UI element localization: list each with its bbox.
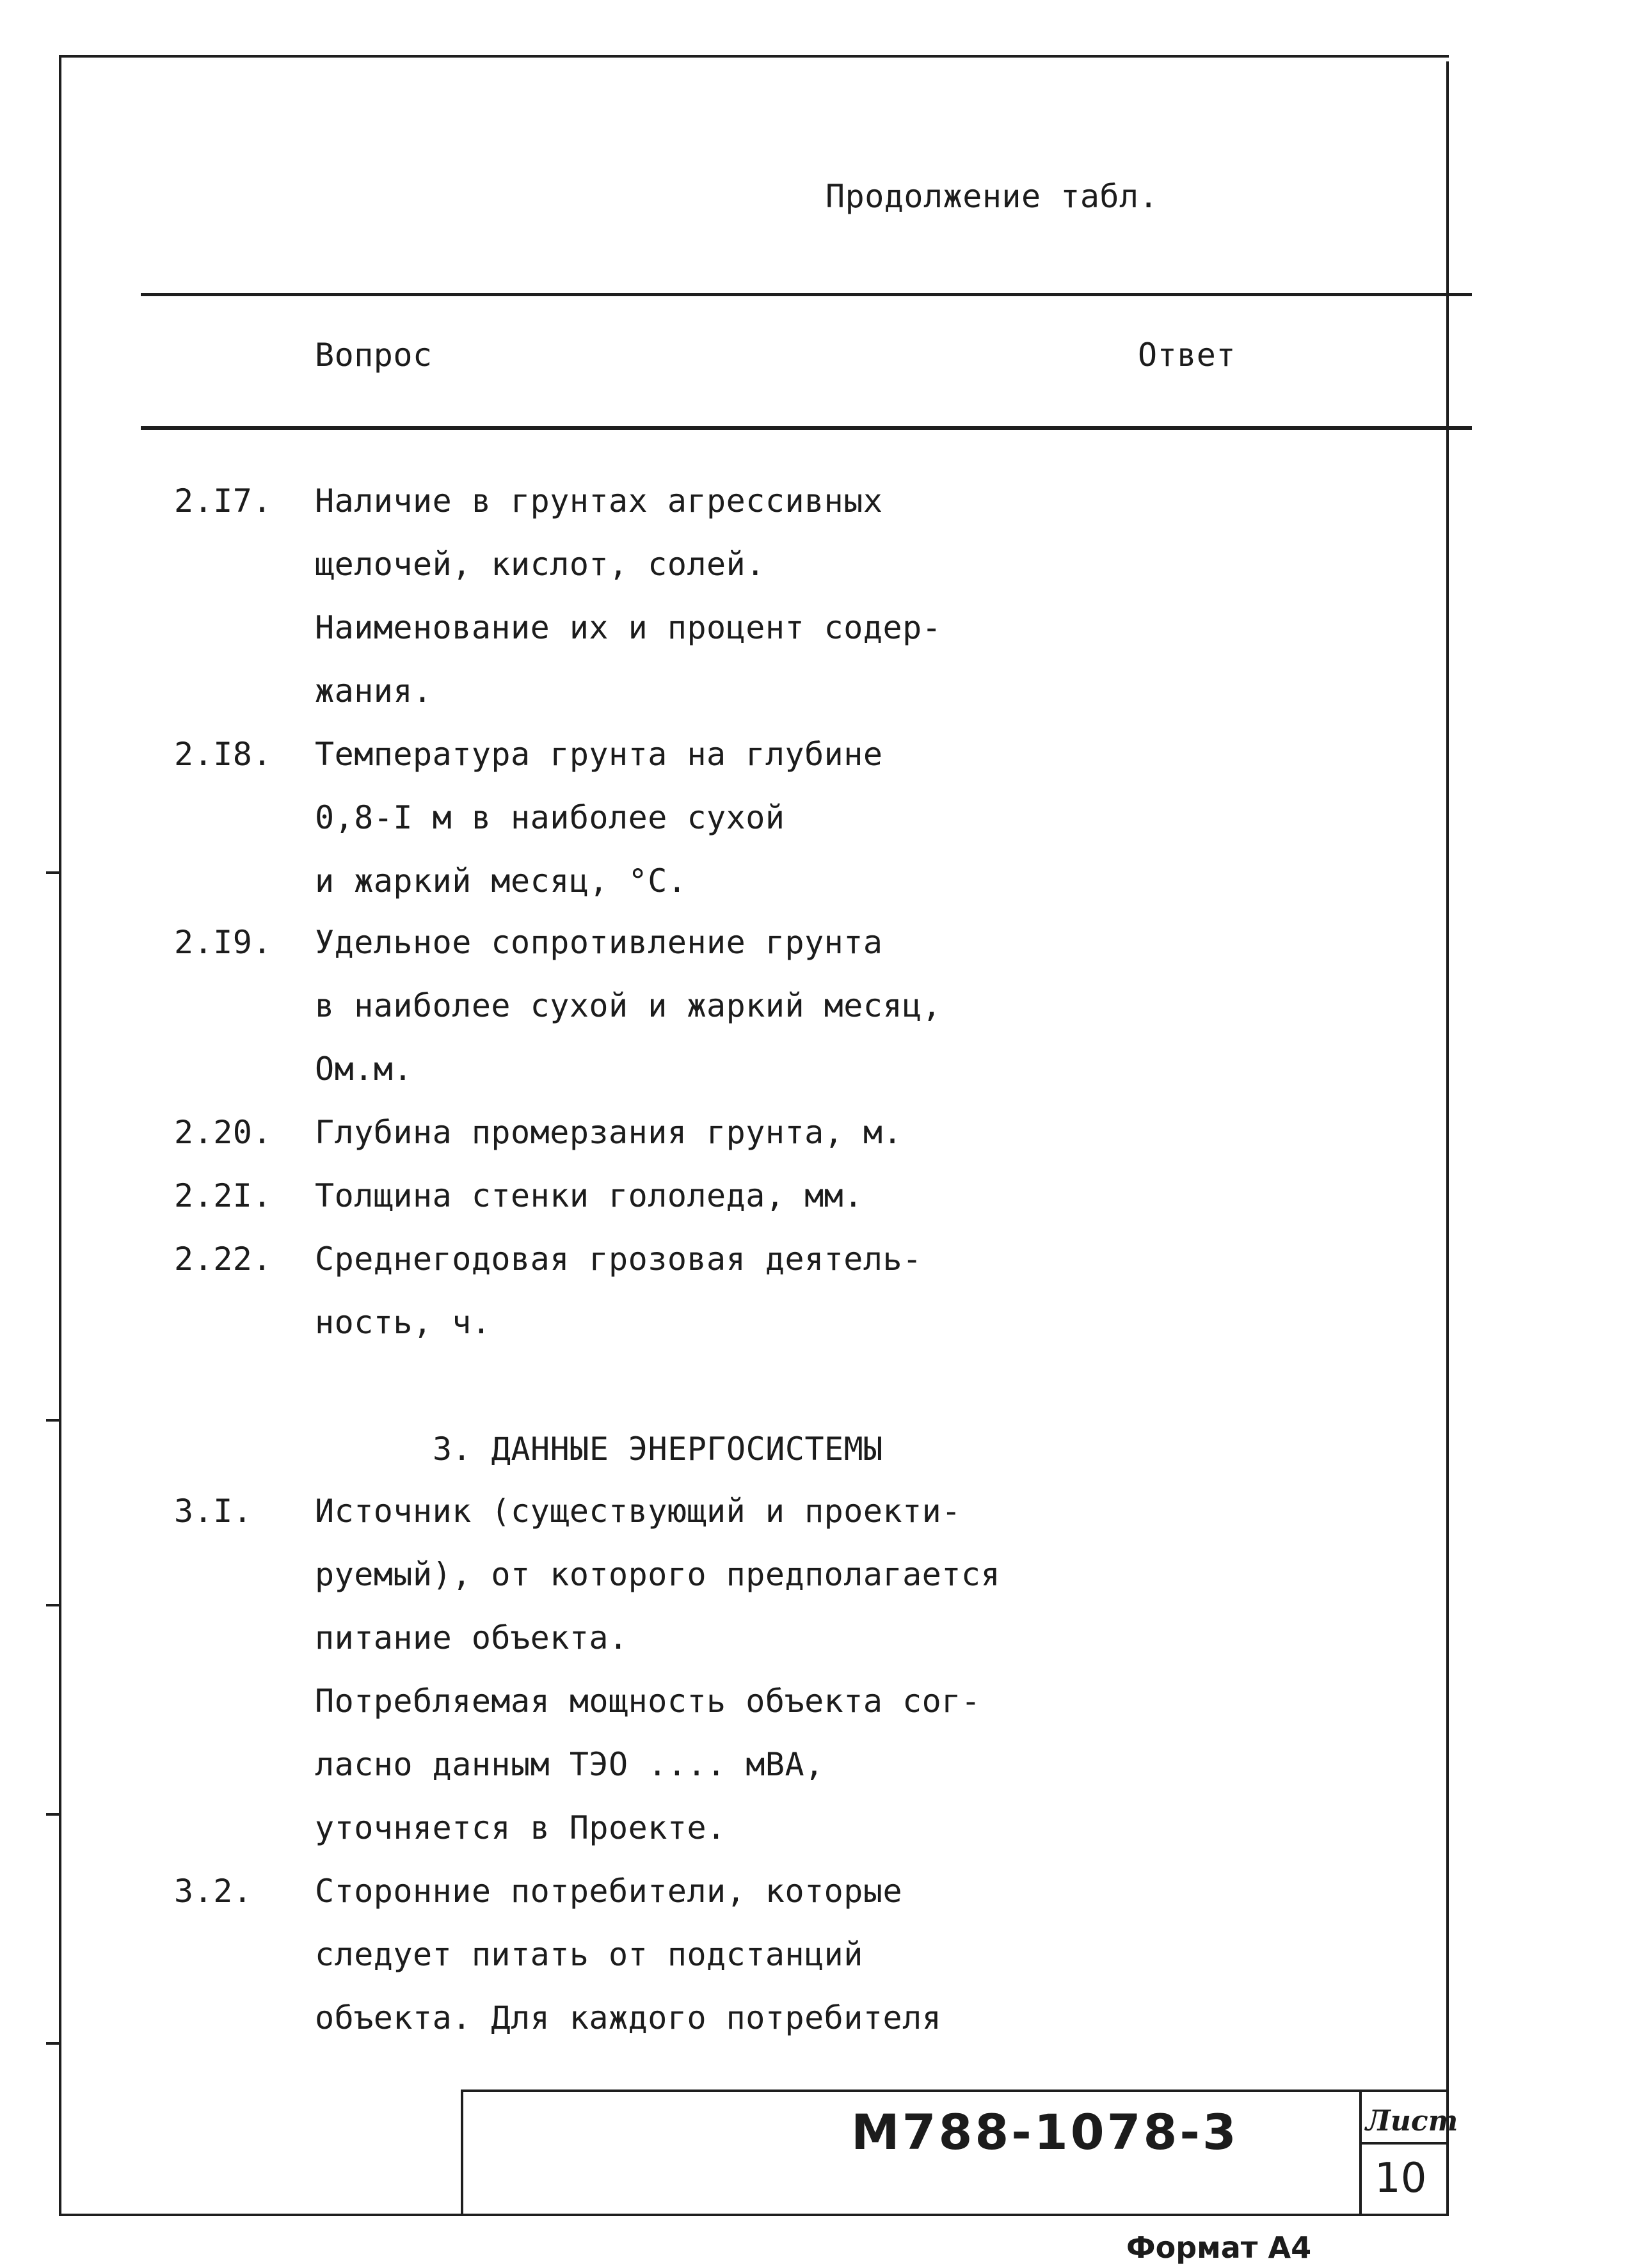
- item-text-line: Наименование их и процент содер-: [315, 609, 942, 646]
- item-text-line: руемый), от которого предполагается: [315, 1556, 1001, 1593]
- item-text-line: Сторонние потребители, которые: [315, 1873, 903, 1910]
- stamp-top-rule: [461, 2090, 1449, 2092]
- column-header-question: Вопрос: [315, 337, 433, 374]
- item-number: 2.2I.: [174, 1177, 273, 1214]
- item-text-line: в наиболее сухой и жаркий месяц,: [315, 987, 942, 1024]
- table-header-bottom-rule: [141, 426, 1472, 430]
- margin-tick: [46, 1604, 59, 1606]
- item-text-line: 0,8-I м в наиболее сухой: [315, 799, 785, 836]
- margin-tick: [46, 2042, 59, 2045]
- section-3-title: 3. ДАННЫЕ ЭНЕРГОСИСТЕМЫ: [433, 1431, 883, 1468]
- item-text-line: Среднегодовая грозовая деятель-: [315, 1241, 922, 1278]
- table-header-top-rule: [141, 293, 1472, 296]
- item-number: 2.I9.: [174, 924, 273, 961]
- item-text-line: Глубина промерзания грунта, м.: [315, 1114, 903, 1151]
- item-text-line: Толщина стенки гололеда, мм.: [315, 1177, 863, 1214]
- continuation-label: Продолжение табл.: [826, 178, 1159, 215]
- stamp-sheet-separator: [1359, 2142, 1449, 2145]
- stamp-sheet-divider: [1359, 2090, 1362, 2215]
- frame-top-border: [59, 55, 1449, 58]
- document-code: М788-1078-3: [851, 2104, 1239, 2161]
- paper-format-label: Формат А4: [1126, 2230, 1312, 2265]
- item-text-line: Наличие в грунтах агрессивных: [315, 482, 883, 519]
- item-number: 3.I.: [174, 1493, 253, 1530]
- item-text-line: Потребляемая мощность объекта сог-: [315, 1683, 981, 1720]
- sheet-label: Лист: [1366, 2105, 1458, 2137]
- item-number: 2.I8.: [174, 736, 273, 773]
- item-number: 2.22.: [174, 1241, 273, 1278]
- item-text-line: Температура грунта на глубине: [315, 736, 883, 773]
- item-text-line: ласно данным ТЭО .... мВА,: [315, 1746, 824, 1783]
- item-text-line: ность, ч.: [315, 1304, 491, 1341]
- margin-tick: [46, 1813, 59, 1816]
- margin-tick: [46, 871, 59, 874]
- item-text-line: жания.: [315, 672, 433, 710]
- item-text-line: щелочей, кислот, солей.: [315, 546, 765, 583]
- stamp-left-rule: [461, 2090, 463, 2215]
- item-number: 2.I7.: [174, 482, 273, 519]
- item-text-line: Источник (существующий и проекти-: [315, 1493, 961, 1530]
- frame-bottom-border: [59, 2214, 1449, 2216]
- item-text-line: Ом.м.: [315, 1051, 413, 1088]
- sheet-number: 10: [1375, 2155, 1427, 2202]
- item-number: 2.20.: [174, 1114, 273, 1151]
- item-number: 3.2.: [174, 1873, 253, 1910]
- item-text-line: питание объекта.: [315, 1619, 628, 1656]
- item-text-line: и жаркий месяц, °С.: [315, 862, 687, 900]
- item-text-line: объекта. Для каждого потребителя: [315, 1999, 942, 2036]
- item-text-line: уточняется в Проекте.: [315, 1809, 726, 1846]
- item-text-line: Удельное сопротивление грунта: [315, 924, 883, 961]
- frame-right-border: [1446, 61, 1449, 2215]
- item-text-line: следует питать от подстанций: [315, 1936, 863, 1973]
- column-header-answer: Ответ: [1138, 337, 1236, 374]
- margin-tick: [46, 1419, 59, 1422]
- frame-left-border: [59, 55, 61, 2215]
